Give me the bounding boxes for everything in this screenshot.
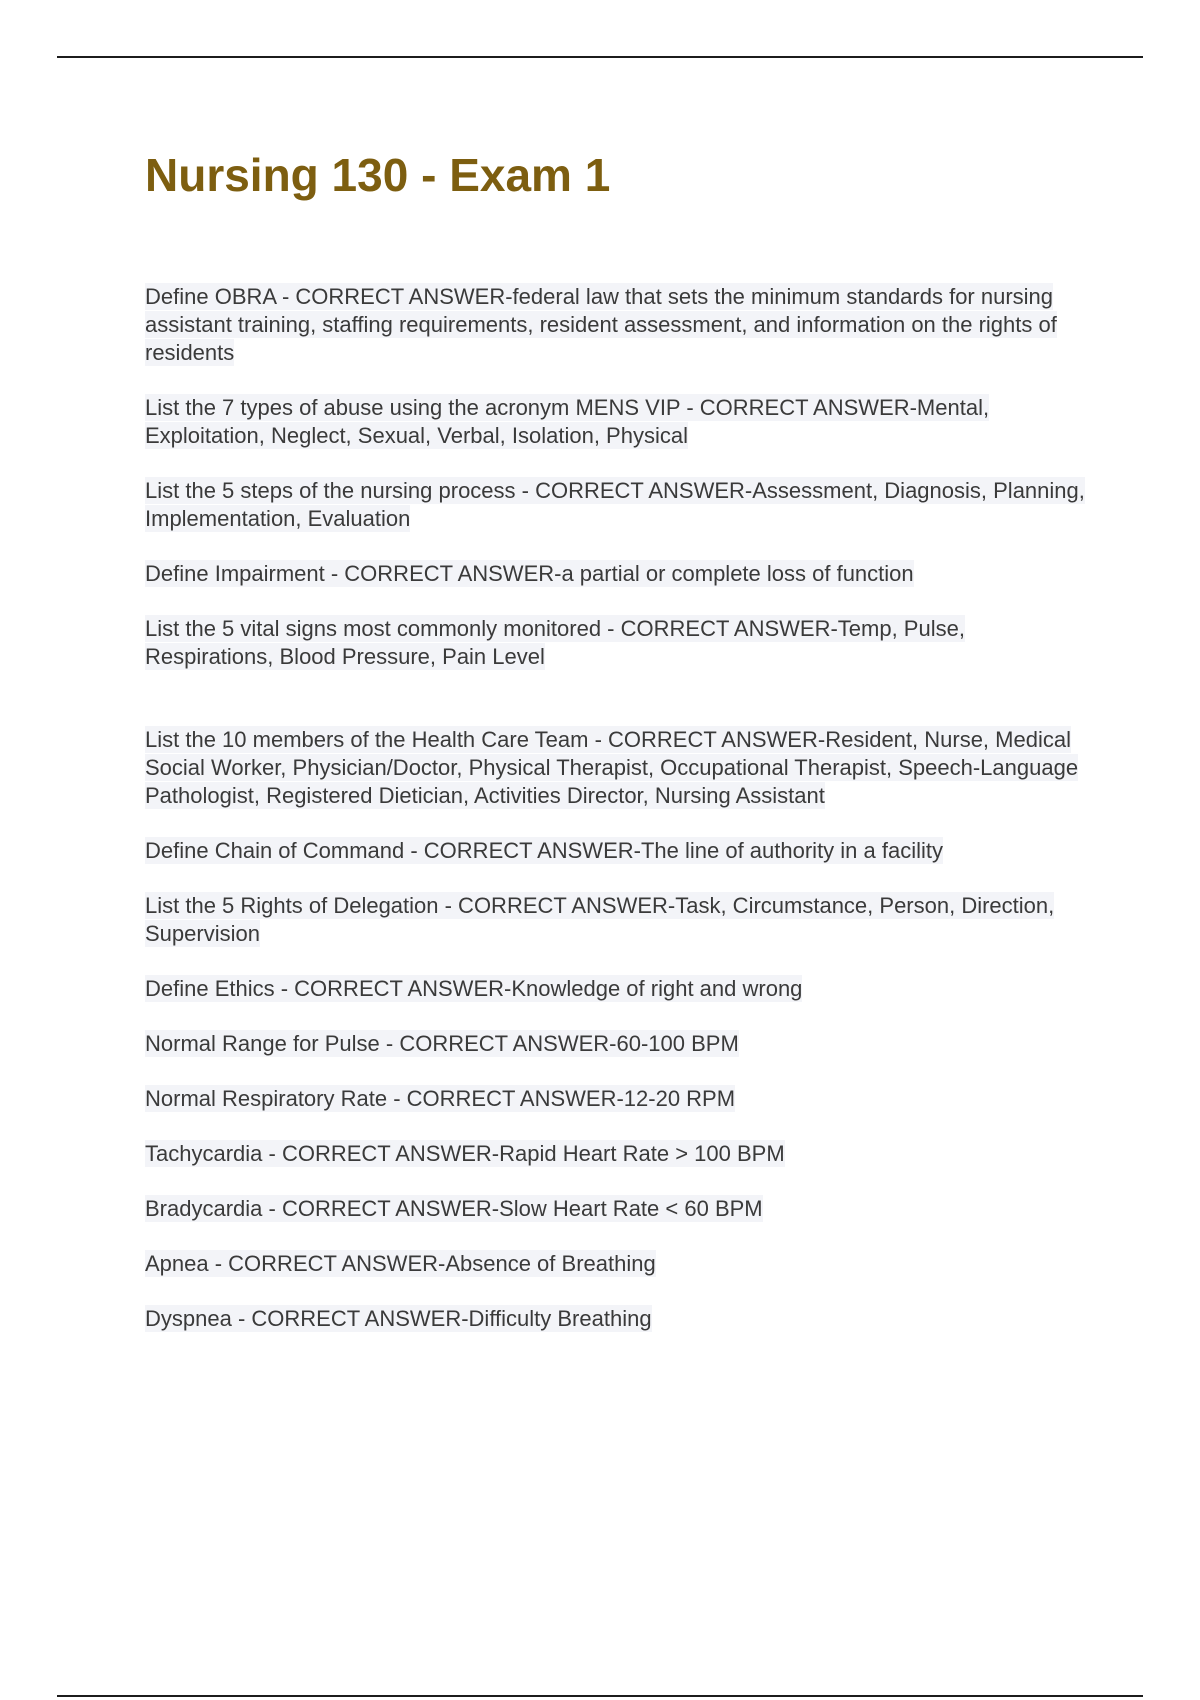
top-rule [57, 56, 1143, 58]
qa-item [145, 1305, 1085, 1333]
qa-text: Define Chain of Command - CORRECT ANSWER-The line of authority in a facility [145, 838, 943, 863]
qa-text: Define Impairment - CORRECT ANSWER-a partial or complete loss of function [145, 561, 914, 586]
qa-text: Normal Respiratory Rate - CORRECT ANSWER-12-20 RPM [145, 1086, 736, 1111]
qa-item [145, 975, 1085, 1003]
qa-item [145, 1140, 1085, 1168]
qa-item [145, 1085, 1085, 1113]
qa-text: List the 5 steps of the nursing process - CORRECT ANSWER-Assessment, Diagnosis, Planning, Implementation, Evaluation [145, 478, 1085, 531]
qa-text: List the 7 types of abuse using the acronym MENS VIP - CORRECT ANSWER-Mental, Exploitation, Neglect, Sexual, Verbal, Isolation, Physical [145, 395, 990, 448]
bottom-rule [57, 1695, 1143, 1697]
qa-item [145, 1195, 1085, 1223]
qa-text: List the 5 vital signs most commonly monitored - CORRECT ANSWER-Temp, Pulse, Respirations, Blood Pressure, Pain Level [145, 616, 965, 669]
qa-text: Apnea - CORRECT ANSWER-Absence of Breathing [145, 1251, 656, 1276]
qa-item [145, 560, 1085, 588]
qa-item [145, 283, 1085, 367]
qa-item [145, 1250, 1085, 1278]
qa-item [145, 837, 1085, 865]
document-title: Nursing 130 - Exam 1 [145, 149, 611, 201]
qa-item [145, 892, 1085, 948]
qa-item [145, 394, 1085, 450]
qa-text: Tachycardia - CORRECT ANSWER-Rapid Heart Rate > 100 BPM [145, 1141, 785, 1166]
qa-text: List the 10 members of the Health Care Team - CORRECT ANSWER-Resident, Nurse, Medical Social Worker, Physician/Doctor, Physical Therapist, Occupational Therapist, Speech-Language Pathologist, Registered Dietician, Activities Director, Nursing Assistant [145, 727, 1079, 808]
qa-text: List the 5 Rights of Delegation - CORRECT ANSWER-Task, Circumstance, Person, Direction, Supervision [145, 893, 1055, 946]
qa-item [145, 1030, 1085, 1058]
qa-text: Bradycardia - CORRECT ANSWER-Slow Heart Rate < 60 BPM [145, 1196, 763, 1221]
qa-item [145, 477, 1085, 533]
qa-list [145, 283, 1085, 1360]
qa-item [145, 615, 1085, 671]
qa-item [145, 726, 1085, 810]
qa-text: Normal Range for Pulse - CORRECT ANSWER-60-100 BPM [145, 1031, 739, 1056]
qa-text: Define Ethics - CORRECT ANSWER-Knowledge of right and wrong [145, 976, 803, 1001]
qa-text: Dyspnea - CORRECT ANSWER-Difficulty Breathing [145, 1306, 652, 1331]
qa-text: Define OBRA - CORRECT ANSWER-federal law that sets the minimum standards for nursing assistant training, staffing requirements, resident assessment, and information on the rights of residents [145, 284, 1057, 365]
